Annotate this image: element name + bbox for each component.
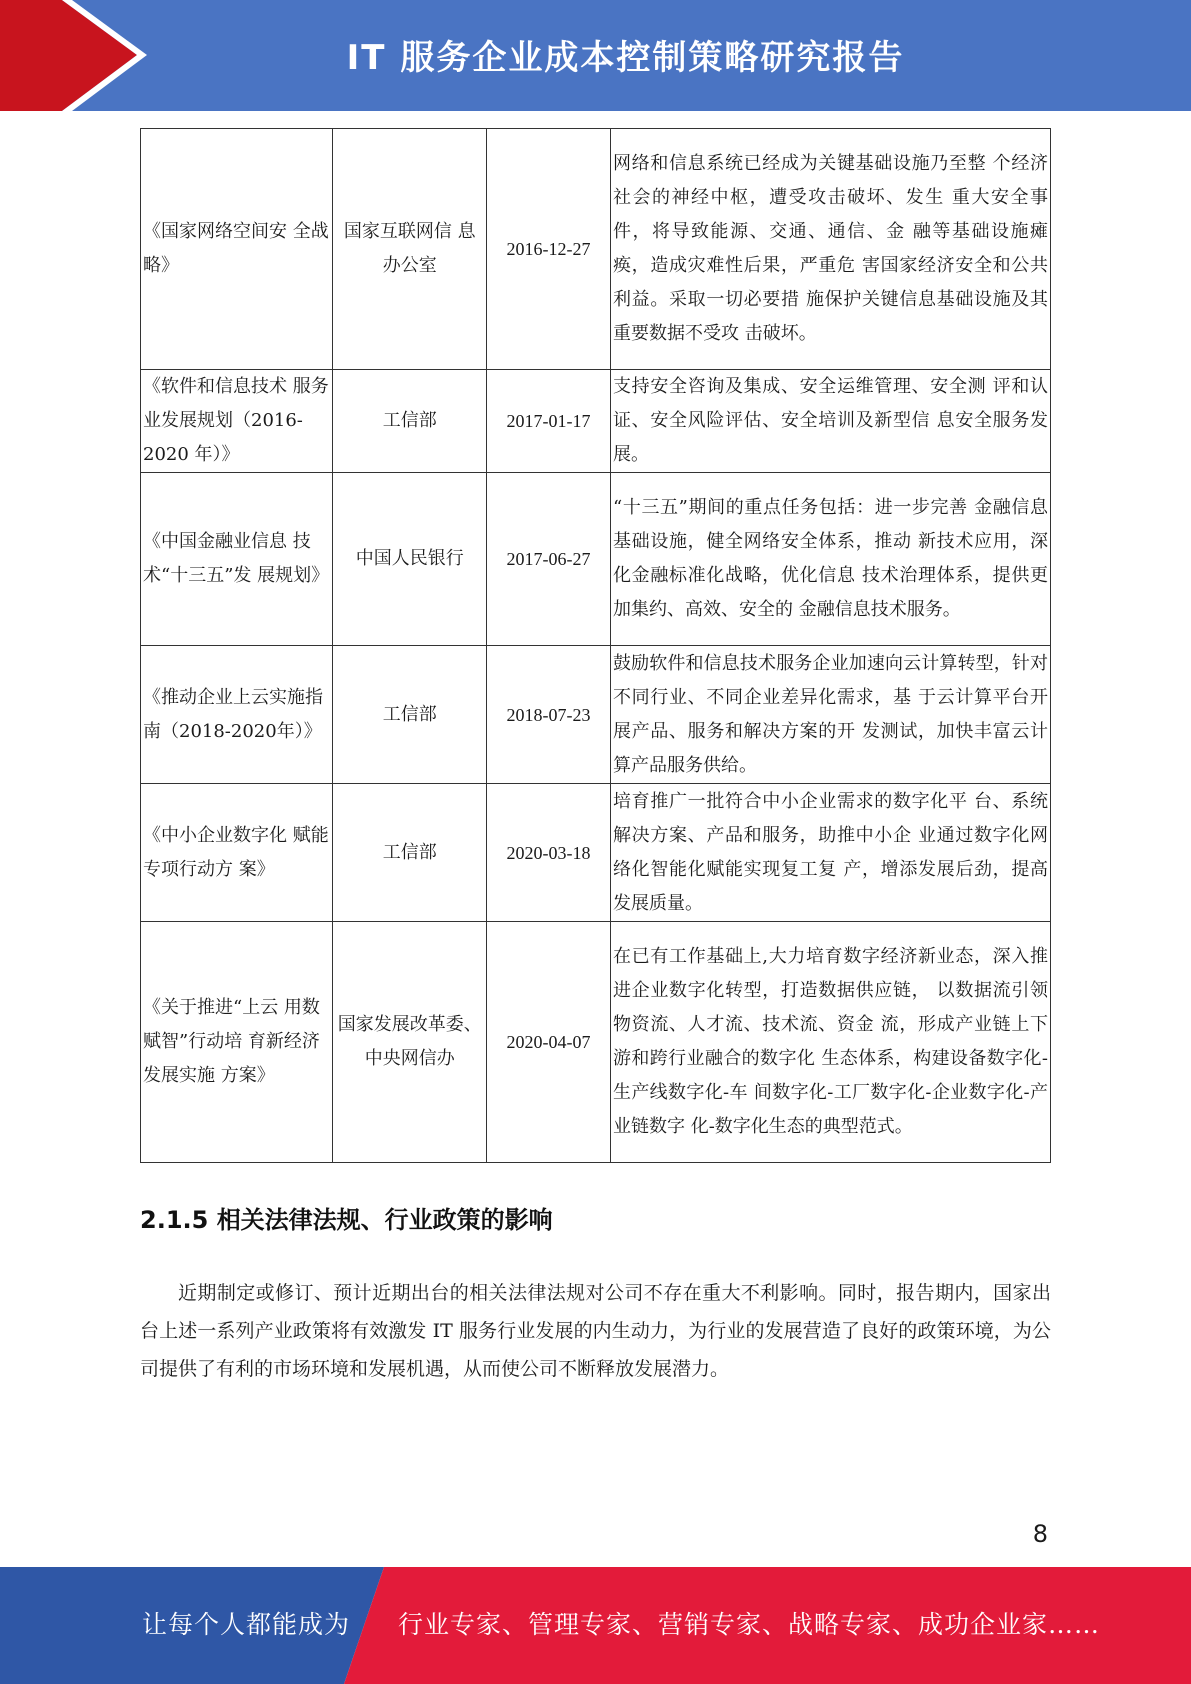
section-heading: 2.1.5 相关法律法规、行业政策的影响: [140, 1206, 553, 1234]
table-row: [141, 473, 1051, 646]
policy-desc-cell: 培育推广一批符合中小企业需求的数字化平 台、系统解决方案、产品和服务，助推中小企 业通过数字化网络化智能化赋能实现复工复 产，增添发展后劲，提高发展质量。: [611, 784, 1051, 922]
report-title: IT 服务企业成本控制策略研究报告: [346, 38, 905, 78]
policy-date-cell: 2018-07-23: [487, 646, 611, 784]
section-paragraph: 近期制定或修订、预计近期出台的相关法律法规对公司不存在重大不利影响。同时，报告期内，国家出台上述一系列产业政策将有效激发 IT 服务行业发展的内生动力，为行业的发展营造了良好的政策环境，为公司提供了有利的市场环境和发展机遇，从而使公司不断释放发展潜力。: [140, 1282, 1051, 1380]
policy-desc-cell: “十三五”期间的重点任务包括：进一步完善 金融信息基础设施，健全网络安全体系，推动 新技术应用，深化金融标准化战略，优化信息 技术治理体系，提供更加集约、高效、安全的 金融信息技术服务。: [611, 473, 1051, 646]
table-row: [141, 784, 1051, 922]
policy-name-cell: 《国家网络空间安 全战略》: [141, 129, 333, 370]
footer-slogan-right: 行业专家、管理专家、营销专家、战略专家、成功企业家……: [398, 1610, 1101, 1639]
policy-org-cell: 国家发展改革委、中央网信办: [333, 922, 487, 1163]
policy-org-cell: 工信部: [333, 370, 487, 473]
table-row: [141, 646, 1051, 784]
table-row: [141, 129, 1051, 370]
page-footer: [0, 1567, 1191, 1684]
footer-slogan-left: 让每个人都能成为: [142, 1610, 351, 1639]
policy-name-cell: 《软件和信息技术 服务业发展规划（2016-2020 年）》: [141, 370, 333, 473]
policy-desc-cell: 网络和信息系统已经成为关键基础设施乃至整 个经济社会的神经中枢，遭受攻击破坏、发生 重大安全事件，将导致能源、交通、通信、金 融等基础设施瘫痪，造成灾难性后果，严重危 害国家经济安全和公共利益。采取一切必要措 施保护关键信息基础设施及其重要数据不受攻 击破坏。: [611, 129, 1051, 370]
policy-name-cell: 《中小企业数字化 赋能专项行动方 案》: [141, 784, 333, 922]
page-header: [0, 0, 1191, 111]
policy-table: [140, 128, 1051, 1163]
policy-date-cell: 2020-03-18: [487, 784, 611, 922]
policy-name-cell: 《关于推进“上云 用数赋智”行动培 育新经济发展实施 方案》: [141, 922, 333, 1163]
policy-date-cell: 2020-04-07: [487, 922, 611, 1163]
policy-name-cell: 《中国金融业信息 技术“十三五”发 展规划》: [141, 473, 333, 646]
policy-org-cell: 国家互联网信 息办公室: [333, 129, 487, 370]
policy-desc-cell: 在已有工作基础上,大力培育数字经济新业态，深入推进企业数字化转型，打造数据供应链， 以数据流引领物资流、人才流、技术流、资金 流，形成产业链上下游和跨行业融合的数字化 生态体系，构建设备数字化-生产线数字化-车 间数字化-工厂数字化-企业数字化-产业链数字 化-数字化生态的典型范式。: [611, 922, 1051, 1163]
policy-org-cell: 中国人民银行: [333, 473, 487, 646]
table-row: [141, 922, 1051, 1163]
policy-org-cell: 工信部: [333, 646, 487, 784]
page-number: 8: [1032, 1520, 1048, 1548]
policy-date-cell: 2016-12-27: [487, 129, 611, 370]
policy-name-cell: 《推动企业上云实施指南（2018-2020年）》: [141, 646, 333, 784]
table-row: [141, 370, 1051, 473]
policy-date-cell: 2017-01-17: [487, 370, 611, 473]
policy-date-cell: 2017-06-27: [487, 473, 611, 646]
policy-desc-cell: 支持安全咨询及集成、安全运维管理、安全测 评和认证、安全风险评估、安全培训及新型信 息安全服务发展。: [611, 370, 1051, 473]
policy-desc-cell: 鼓励软件和信息技术服务企业加速向云计算转型，针对不同行业、不同企业差异化需求，基 于云计算平台开展产品、服务和解决方案的开 发测试，加快丰富云计算产品服务供给。: [611, 646, 1051, 784]
policy-org-cell: 工信部: [333, 784, 487, 922]
